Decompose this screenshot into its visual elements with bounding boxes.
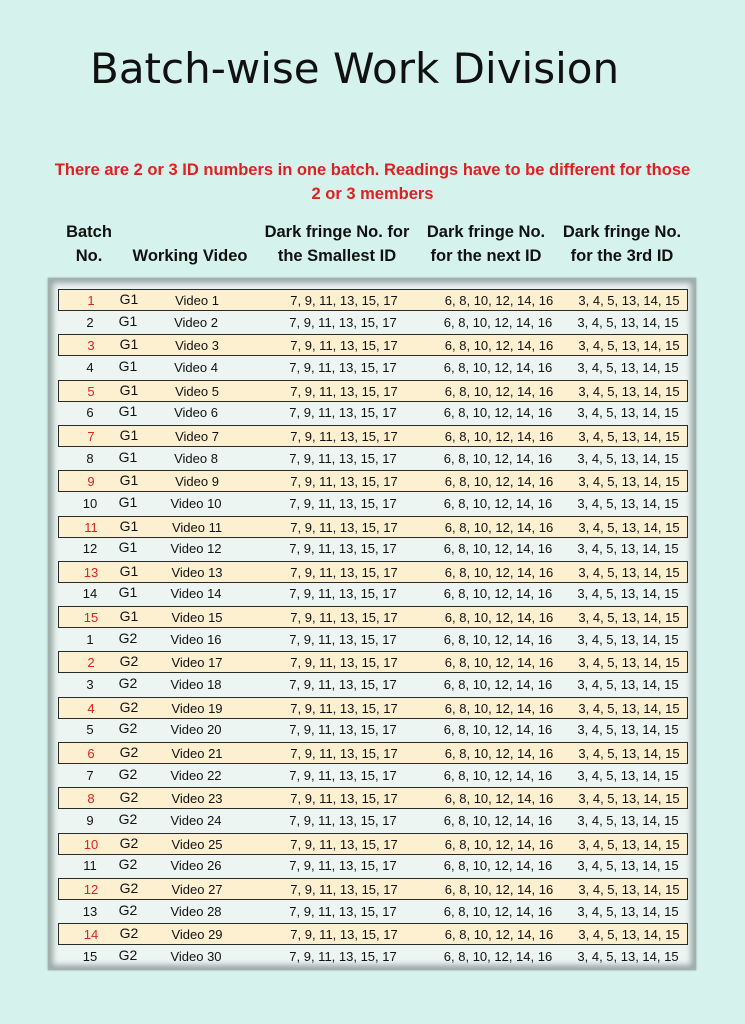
batch-cell: 2 — [86, 314, 94, 330]
fringe-next-cell: 6, 8, 10, 12, 14, 16 — [443, 359, 553, 375]
page-title: Batch-wise Work Division — [90, 44, 620, 93]
batch-cell: 13 — [82, 903, 98, 919]
video-cell: Video 1 — [175, 293, 219, 308]
fringe-smallest-cell: 7, 9, 11, 13, 15, 17 — [289, 359, 397, 375]
video-cell: Video 29 — [171, 927, 223, 943]
group-cell: G2 — [119, 744, 139, 760]
fringe-smallest-cell: 7, 9, 11, 13, 15, 17 — [290, 428, 398, 444]
video-cell: Video 27 — [171, 881, 223, 897]
fringe-next-cell: 6, 8, 10, 12, 14, 16 — [444, 564, 554, 580]
batch-cell: 9 — [86, 812, 94, 828]
batch-cell: 14 — [82, 586, 98, 602]
fringe-smallest-cell: 7, 9, 11, 13, 15, 17 — [289, 948, 397, 964]
fringe-smallest-cell: 7, 9, 11, 13, 15, 17 — [289, 450, 397, 466]
video-cell: Video 15 — [171, 610, 223, 626]
table-row — [58, 629, 688, 651]
table-row — [58, 289, 688, 311]
fringe-next-cell: 6, 8, 10, 12, 14, 16 — [443, 631, 553, 647]
group-cell: G2 — [119, 698, 139, 715]
group-cell: G1 — [119, 336, 139, 353]
video-cell: Video 28 — [170, 903, 222, 919]
fringe-next-cell: 6, 8, 10, 12, 14, 16 — [444, 881, 554, 897]
group-cell: G2 — [118, 901, 138, 918]
batch-cell: 2 — [87, 655, 95, 671]
table-row — [58, 380, 688, 402]
fringe-third-cell: 3, 4, 5, 13, 14, 15 — [578, 836, 680, 852]
table-row — [58, 855, 688, 877]
table-row — [58, 742, 688, 764]
video-cell: Video 17 — [171, 655, 223, 671]
fringe-smallest-cell: 7, 9, 11, 13, 15, 17 — [290, 746, 398, 761]
fringe-third-cell: 3, 4, 5, 13, 14, 15 — [578, 655, 680, 671]
video-cell: Video 30 — [170, 948, 222, 964]
video-cell: Video 14 — [170, 586, 222, 602]
fringe-next-cell: 6, 8, 10, 12, 14, 16 — [443, 767, 553, 783]
group-cell: G1 — [118, 539, 138, 556]
fringe-third-cell: 3, 4, 5, 13, 14, 15 — [578, 338, 680, 354]
header-fringe-third: Dark fringe No. for the 3rd ID — [562, 223, 682, 265]
video-cell: Video 24 — [170, 812, 222, 828]
table-row — [58, 946, 688, 968]
fringe-third-cell: 3, 4, 5, 13, 14, 15 — [577, 948, 679, 964]
fringe-smallest-cell: 7, 9, 11, 13, 15, 17 — [289, 314, 397, 330]
video-cell: Video 10 — [170, 495, 222, 511]
table-row — [58, 719, 688, 741]
table-row — [58, 448, 688, 470]
header-video: Working Video — [132, 247, 248, 265]
fringe-next-cell: 6, 8, 10, 12, 14, 16 — [443, 314, 553, 330]
fringe-smallest-cell: 7, 9, 11, 13, 15, 17 — [290, 519, 398, 535]
fringe-third-cell: 3, 4, 5, 13, 14, 15 — [577, 314, 679, 330]
fringe-next-cell: 6, 8, 10, 12, 14, 16 — [444, 791, 554, 807]
table-row — [58, 425, 688, 447]
group-cell: G2 — [118, 629, 138, 646]
group-cell: G2 — [119, 879, 139, 896]
video-cell: Video 13 — [171, 564, 223, 580]
fringe-third-cell: 3, 4, 5, 13, 14, 15 — [578, 474, 680, 490]
group-cell: G1 — [118, 448, 138, 465]
batch-cell: 15 — [82, 948, 98, 964]
table-row — [58, 878, 688, 900]
fringe-third-cell: 3, 4, 5, 13, 14, 15 — [578, 428, 680, 444]
group-cell: G1 — [119, 426, 139, 443]
group-cell: G2 — [118, 810, 138, 827]
fringe-next-cell: 6, 8, 10, 12, 14, 16 — [443, 495, 553, 511]
instruction-note: There are 2 or 3 ID numbers in one batch. Readings have to be different for those 2 or 3 members — [54, 161, 691, 203]
group-cell: G2 — [119, 834, 139, 851]
group-cell: G2 — [119, 925, 139, 942]
table-row — [58, 357, 688, 379]
table-row — [58, 810, 688, 832]
fringe-next-cell: 6, 8, 10, 12, 14, 16 — [444, 927, 554, 943]
fringe-smallest-cell: 7, 9, 11, 13, 15, 17 — [290, 927, 398, 943]
fringe-next-cell: 6, 8, 10, 12, 14, 16 — [444, 383, 554, 399]
group-cell: G1 — [118, 493, 138, 510]
batch-cell: 10 — [82, 495, 98, 511]
fringe-third-cell: 3, 4, 5, 13, 14, 15 — [577, 405, 679, 421]
group-cell: G1 — [119, 472, 139, 489]
fringe-third-cell: 3, 4, 5, 13, 14, 15 — [578, 700, 680, 716]
group-cell: G2 — [119, 653, 139, 670]
batch-cell: 8 — [86, 450, 94, 466]
fringe-smallest-cell: 7, 9, 11, 13, 15, 17 — [290, 836, 398, 852]
fringe-third-cell: 3, 4, 5, 13, 14, 15 — [577, 586, 679, 602]
batch-cell: 4 — [87, 700, 95, 716]
fringe-third-cell: 3, 4, 5, 13, 14, 15 — [577, 812, 679, 828]
table-row — [58, 493, 688, 515]
fringe-smallest-cell: 7, 9, 11, 13, 15, 17 — [289, 858, 397, 874]
fringe-next-cell: 6, 8, 10, 12, 14, 16 — [443, 450, 553, 466]
video-cell: Video 12 — [170, 541, 222, 557]
group-cell: G1 — [119, 381, 139, 398]
fringe-next-cell: 6, 8, 10, 12, 14, 16 — [443, 677, 553, 693]
video-cell: Video 16 — [170, 631, 222, 647]
batch-cell: 6 — [87, 746, 95, 761]
batch-cell: 11 — [83, 858, 97, 874]
video-cell: Video 5 — [175, 383, 219, 399]
table-row — [58, 651, 688, 673]
fringe-next-cell: 6, 8, 10, 12, 14, 16 — [444, 700, 554, 716]
fringe-smallest-cell: 7, 9, 11, 13, 15, 17 — [289, 495, 397, 511]
table-row — [58, 901, 688, 923]
fringe-smallest-cell: 7, 9, 11, 13, 15, 17 — [289, 812, 397, 828]
fringe-smallest-cell: 7, 9, 11, 13, 15, 17 — [290, 383, 398, 399]
fringe-third-cell: 3, 4, 5, 13, 14, 15 — [578, 791, 680, 807]
video-cell: Video 8 — [174, 450, 218, 466]
fringe-third-cell: 3, 4, 5, 13, 14, 15 — [577, 722, 679, 738]
batch-cell: 3 — [87, 338, 95, 354]
table-row — [58, 312, 688, 334]
table-row — [58, 583, 688, 605]
fringe-next-cell: 6, 8, 10, 12, 14, 16 — [444, 655, 554, 671]
fringe-third-cell: 3, 4, 5, 13, 14, 15 — [577, 631, 679, 647]
fringe-third-cell: 3, 4, 5, 13, 14, 15 — [578, 293, 680, 308]
group-cell: G1 — [118, 312, 138, 329]
fringe-smallest-cell: 7, 9, 11, 13, 15, 17 — [289, 903, 397, 919]
group-cell: G2 — [118, 946, 138, 963]
group-cell: G1 — [118, 357, 138, 374]
fringe-third-cell: 3, 4, 5, 13, 14, 15 — [577, 903, 679, 919]
batch-cell: 8 — [87, 791, 95, 807]
fringe-next-cell: 6, 8, 10, 12, 14, 16 — [443, 541, 553, 557]
fringe-smallest-cell: 7, 9, 11, 13, 15, 17 — [290, 700, 398, 716]
fringe-third-cell: 3, 4, 5, 13, 14, 15 — [578, 610, 680, 626]
table-row — [58, 516, 688, 538]
fringe-smallest-cell: 7, 9, 11, 13, 15, 17 — [289, 586, 397, 602]
fringe-next-cell: 6, 8, 10, 12, 14, 16 — [443, 586, 553, 602]
table-row — [58, 606, 688, 628]
table-row — [58, 674, 688, 696]
fringe-smallest-cell: 7, 9, 11, 13, 15, 17 — [289, 405, 397, 421]
batch-cell: 11 — [84, 519, 98, 535]
batch-cell: 13 — [83, 564, 99, 580]
fringe-third-cell: 3, 4, 5, 13, 14, 15 — [577, 541, 679, 557]
video-cell: Video 21 — [171, 746, 223, 761]
batch-cell: 12 — [83, 881, 99, 897]
fringe-smallest-cell: 7, 9, 11, 13, 15, 17 — [290, 655, 398, 671]
fringe-smallest-cell: 7, 9, 11, 13, 15, 17 — [289, 677, 397, 693]
table-row — [58, 402, 688, 424]
fringe-next-cell: 6, 8, 10, 12, 14, 16 — [443, 722, 553, 738]
video-cell: Video 3 — [175, 338, 219, 354]
video-cell: Video 18 — [170, 677, 222, 693]
batch-cell: 7 — [87, 428, 95, 444]
fringe-next-cell: 6, 8, 10, 12, 14, 16 — [444, 610, 554, 626]
table-row — [58, 697, 688, 719]
fringe-third-cell: 3, 4, 5, 13, 14, 15 — [578, 927, 680, 943]
fringe-third-cell: 3, 4, 5, 13, 14, 15 — [578, 519, 680, 535]
batch-cell: 9 — [87, 474, 95, 490]
video-cell: Video 9 — [175, 474, 219, 490]
data-table — [48, 278, 696, 970]
video-cell: Video 11 — [171, 519, 223, 535]
group-cell: G1 — [118, 403, 138, 420]
fringe-next-cell: 6, 8, 10, 12, 14, 16 — [443, 405, 553, 421]
table-row — [58, 787, 688, 809]
fringe-third-cell: 3, 4, 5, 13, 14, 15 — [577, 767, 679, 783]
header-fringe-smallest: Dark fringe No. for the Smallest ID — [264, 223, 410, 265]
table-row — [58, 334, 688, 356]
fringe-next-cell: 6, 8, 10, 12, 14, 16 — [444, 428, 554, 444]
fringe-next-cell: 6, 8, 10, 12, 14, 16 — [444, 519, 554, 535]
fringe-smallest-cell: 7, 9, 11, 13, 15, 17 — [290, 881, 398, 897]
group-cell: G2 — [118, 765, 138, 782]
fringe-smallest-cell: 7, 9, 11, 13, 15, 17 — [289, 767, 397, 783]
table-row — [58, 833, 688, 855]
group-cell: G2 — [118, 675, 138, 692]
batch-cell: 7 — [86, 767, 94, 783]
fringe-smallest-cell: 7, 9, 11, 13, 15, 17 — [289, 722, 397, 738]
group-cell: G1 — [119, 291, 139, 307]
batch-cell: 12 — [82, 541, 98, 557]
fringe-smallest-cell: 7, 9, 11, 13, 15, 17 — [289, 541, 397, 557]
table-row — [58, 765, 688, 787]
fringe-third-cell: 3, 4, 5, 13, 14, 15 — [578, 564, 680, 580]
video-cell: Video 7 — [175, 428, 219, 444]
fringe-next-cell: 6, 8, 10, 12, 14, 16 — [443, 903, 553, 919]
group-cell: G2 — [118, 720, 138, 737]
fringe-third-cell: 3, 4, 5, 13, 14, 15 — [577, 677, 679, 693]
video-cell: Video 26 — [170, 858, 222, 874]
group-cell: G2 — [118, 856, 138, 873]
video-cell: Video 19 — [171, 700, 223, 716]
batch-cell: 1 — [86, 631, 94, 647]
batch-cell: 3 — [86, 677, 94, 693]
fringe-smallest-cell: 7, 9, 11, 13, 15, 17 — [290, 338, 398, 354]
table-row — [58, 470, 688, 492]
table-row — [58, 561, 688, 583]
fringe-third-cell: 3, 4, 5, 13, 14, 15 — [577, 858, 679, 874]
group-cell: G2 — [119, 789, 139, 806]
table-row — [58, 923, 688, 945]
batch-cell: 1 — [87, 293, 95, 308]
fringe-next-cell: 6, 8, 10, 12, 14, 16 — [444, 836, 554, 852]
group-cell: G1 — [119, 608, 139, 625]
batch-cell: 10 — [83, 836, 99, 852]
fringe-smallest-cell: 7, 9, 11, 13, 15, 17 — [290, 791, 398, 807]
batch-cell: 4 — [86, 359, 94, 375]
fringe-next-cell: 6, 8, 10, 12, 14, 16 — [443, 858, 553, 874]
fringe-third-cell: 3, 4, 5, 13, 14, 15 — [578, 746, 680, 761]
fringe-next-cell: 6, 8, 10, 12, 14, 16 — [444, 474, 554, 490]
fringe-next-cell: 6, 8, 10, 12, 14, 16 — [443, 812, 553, 828]
fringe-smallest-cell: 7, 9, 11, 13, 15, 17 — [290, 474, 398, 490]
batch-cell: 15 — [83, 610, 99, 626]
fringe-smallest-cell: 7, 9, 11, 13, 15, 17 — [290, 293, 398, 308]
fringe-third-cell: 3, 4, 5, 13, 14, 15 — [577, 359, 679, 375]
fringe-third-cell: 3, 4, 5, 13, 14, 15 — [577, 495, 679, 511]
batch-cell: 14 — [83, 927, 99, 943]
group-cell: G1 — [118, 584, 138, 601]
header-fringe-next: Dark fringe No. for the next ID — [426, 223, 546, 265]
video-cell: Video 20 — [170, 722, 222, 738]
fringe-third-cell: 3, 4, 5, 13, 14, 15 — [577, 450, 679, 466]
video-cell: Video 23 — [171, 791, 223, 807]
video-cell: Video 25 — [171, 836, 223, 852]
fringe-smallest-cell: 7, 9, 11, 13, 15, 17 — [289, 631, 397, 647]
fringe-next-cell: 6, 8, 10, 12, 14, 16 — [443, 948, 553, 964]
fringe-third-cell: 3, 4, 5, 13, 14, 15 — [578, 383, 680, 399]
batch-cell: 5 — [87, 383, 95, 399]
video-cell: Video 6 — [174, 405, 218, 421]
fringe-next-cell: 6, 8, 10, 12, 14, 16 — [444, 338, 554, 354]
batch-cell: 5 — [86, 722, 94, 738]
group-cell: G1 — [119, 517, 139, 534]
video-cell: Video 2 — [174, 314, 218, 330]
fringe-smallest-cell: 7, 9, 11, 13, 15, 17 — [290, 564, 398, 580]
video-cell: Video 4 — [174, 359, 218, 375]
table-header — [0, 220, 745, 270]
fringe-next-cell: 6, 8, 10, 12, 14, 16 — [444, 746, 554, 761]
table-row — [58, 538, 688, 560]
group-cell: G1 — [119, 562, 139, 579]
fringe-next-cell: 6, 8, 10, 12, 14, 16 — [444, 293, 554, 308]
fringe-third-cell: 3, 4, 5, 13, 14, 15 — [578, 881, 680, 897]
header-batch: Batch No. — [66, 223, 112, 265]
batch-cell: 6 — [86, 405, 94, 421]
video-cell: Video 22 — [170, 767, 222, 783]
fringe-smallest-cell: 7, 9, 11, 13, 15, 17 — [290, 610, 398, 626]
